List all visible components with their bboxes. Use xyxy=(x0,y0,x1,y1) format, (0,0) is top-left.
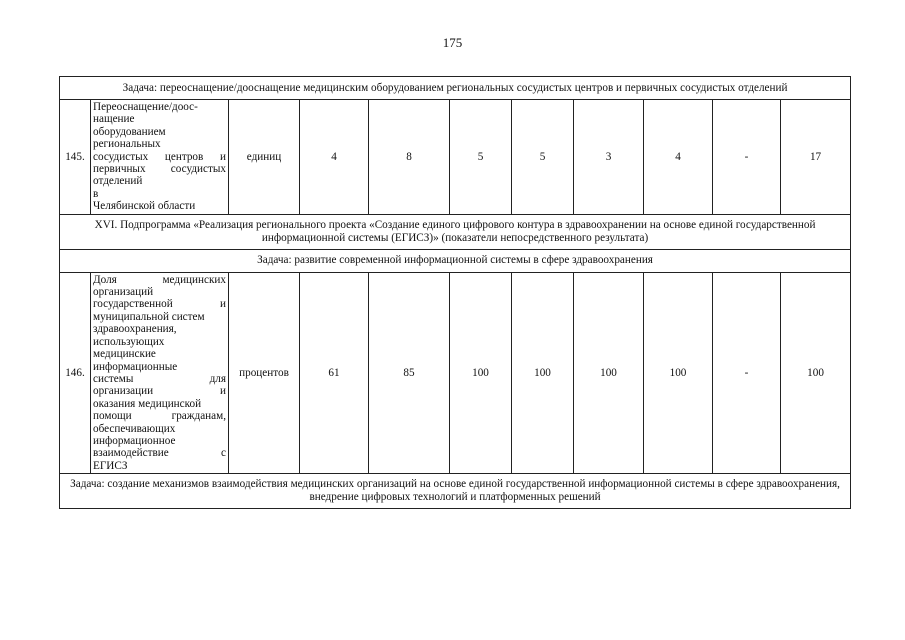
row-146-name-line: Доля медицинских xyxy=(93,273,226,286)
task-equipment-text: Задача: переоснащение/дооснащение медицинским оборудованием региональных сосудистых центров и первичных сосудистых отделений xyxy=(60,77,851,100)
row-146-name-line: оказания медицинской xyxy=(93,397,202,410)
subprogram-title: XVI. Подпрограмма «Реализация регионального проекта «Создание единого цифрового контура в здравоохранении на основе единой государственной информационной системы (ЕГИСЗ)» (показатели непосредственного результата) xyxy=(60,214,851,249)
row-145-unit: единиц xyxy=(229,100,300,215)
table-row-145 xyxy=(60,100,851,215)
row-146-value: 100 xyxy=(781,272,851,474)
row-145-number: 145. xyxy=(60,100,91,215)
row-146-value: 61 xyxy=(300,272,369,474)
row-145-name-line: в xyxy=(93,187,99,200)
row-146-value: 100 xyxy=(574,272,644,474)
task-row-equipment xyxy=(60,77,851,100)
subprogram-row xyxy=(60,214,851,249)
row-146-indicator-name xyxy=(91,272,229,474)
row-146-name-line: государственной и xyxy=(93,298,226,311)
row-145-name-line: отделений xyxy=(93,175,143,188)
row-146-value: 85 xyxy=(369,272,450,474)
indicators-table xyxy=(59,76,851,509)
row-146-name-line: обеспечивающих xyxy=(93,422,176,435)
row-146-name-line: организации и xyxy=(93,385,226,398)
row-145-indicator-name xyxy=(91,100,229,215)
task-row-info-system xyxy=(60,249,851,272)
row-145-value: 3 xyxy=(574,100,644,215)
row-145-name-line: первичных сосудистых xyxy=(93,163,226,176)
row-146-value: 100 xyxy=(512,272,574,474)
row-145-value: 5 xyxy=(512,100,574,215)
row-146-name-line: муниципальной систем xyxy=(93,310,205,323)
row-145-name-line: Переоснащение/доос- xyxy=(93,101,198,113)
task-row-mechanisms xyxy=(60,474,851,509)
row-146-name-line: организаций xyxy=(93,286,154,299)
table-row-146 xyxy=(60,272,851,474)
row-145-value: 17 xyxy=(781,100,851,215)
row-145-value: 8 xyxy=(369,100,450,215)
row-145-name-line: оборудованием xyxy=(93,125,166,138)
row-145-value: 5 xyxy=(450,100,512,215)
row-146-name-line: информационные xyxy=(93,360,178,373)
task-info-system-text: Задача: развитие современной информационной системы в сфере здравоохранения xyxy=(60,249,851,272)
task-mechanisms-text: Задача: создание механизмов взаимодействия медицинских организаций на основе единой государственной информационной системы в сфере здравоохранения, внедрение цифровых технологий и платформенных решений xyxy=(60,474,851,509)
row-146-name-line: медицинские xyxy=(93,348,156,361)
row-146-value: 100 xyxy=(450,272,512,474)
row-145-name-line: Челябинской области xyxy=(93,200,196,213)
row-145-value: 4 xyxy=(300,100,369,215)
row-146-name-line: использующих xyxy=(93,335,165,348)
row-146-unit: процентов xyxy=(229,272,300,474)
row-145-name-line: нащение xyxy=(93,113,135,126)
row-146-name-line: системы для xyxy=(93,372,226,385)
row-146-number: 146. xyxy=(60,272,91,474)
row-146-name-line: здравоохранения, xyxy=(93,323,177,336)
row-145-value: - xyxy=(713,100,781,215)
row-145-value: 4 xyxy=(644,100,713,215)
row-146-name-line: ЕГИСЗ xyxy=(93,459,128,472)
row-145-name-line: сосудистых центров и xyxy=(93,150,226,163)
row-145-name-line: региональных xyxy=(93,138,161,151)
page-number: 175 xyxy=(442,35,463,50)
row-146-value: 100 xyxy=(644,272,713,474)
row-146-value: - xyxy=(713,272,781,474)
row-146-name-line: взаимодействие с xyxy=(93,447,226,460)
row-146-name-line: информационное xyxy=(93,434,176,447)
row-146-name-line: помощи гражданам, xyxy=(93,410,226,423)
